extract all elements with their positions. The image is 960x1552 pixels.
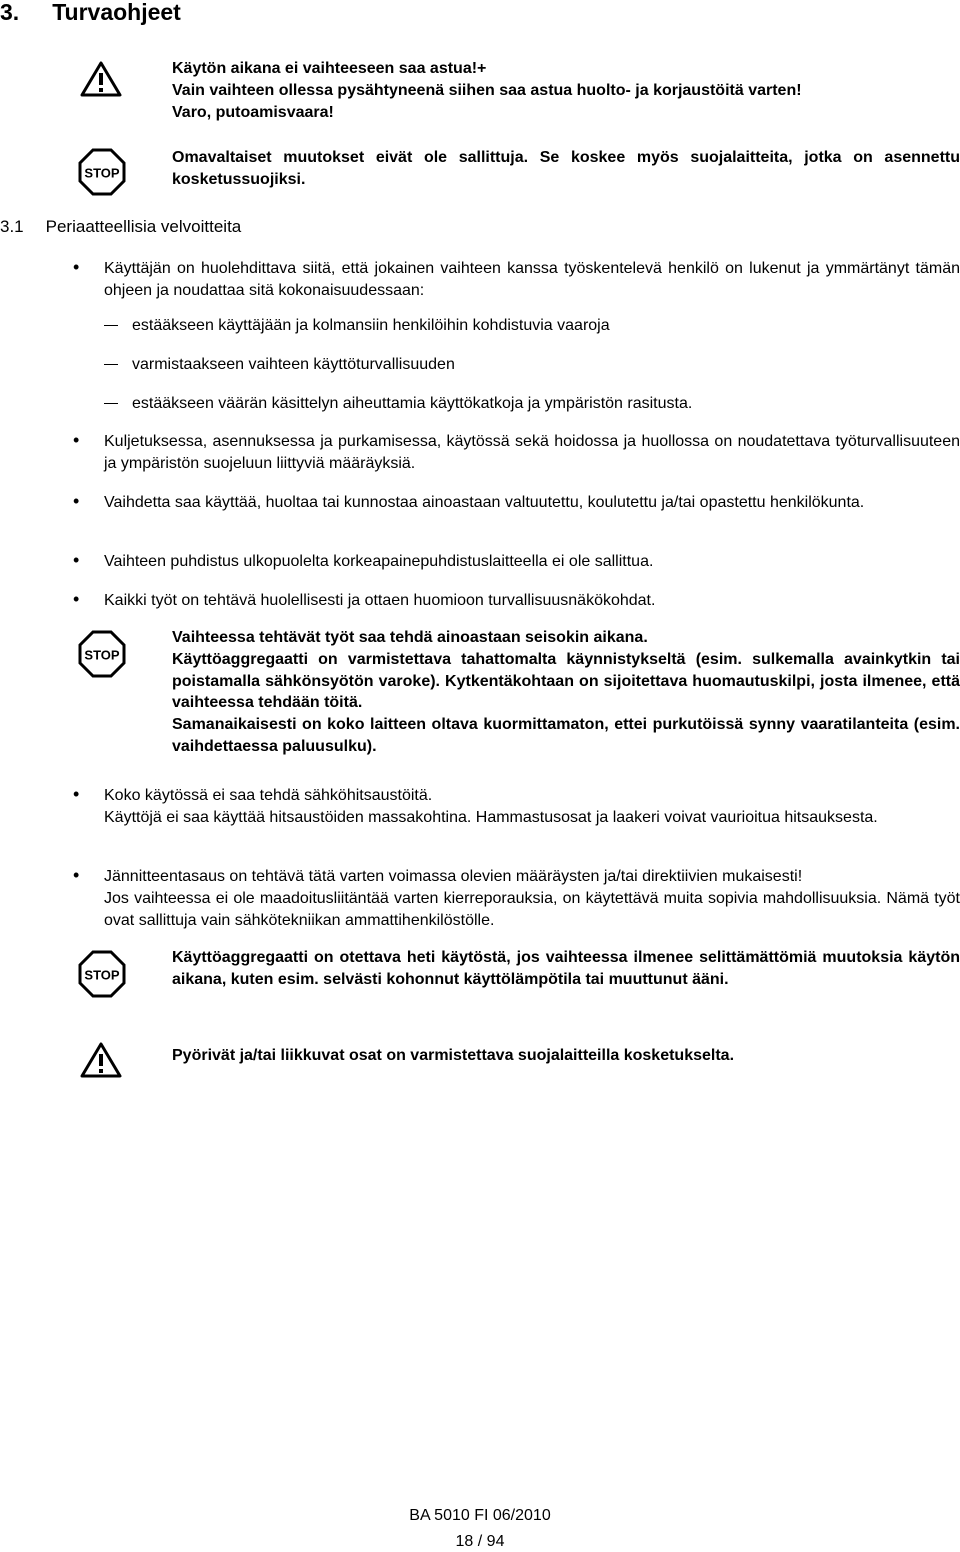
notice-line: Varo, putoamisvaara!	[172, 103, 334, 121]
document-id: BA 5010 FI 06/2010	[409, 1507, 551, 1524]
stop-notice-2-text: Vaihteessa tehtävät työt saa tehdä ainoastaan seisokin aikana. Käyttöaggregaatti on varmistettava tahattomalta käynnistykseltä (esim. sulkemalla avainkytkin tai poistamalla sähkönsyötön varoke). Kytkentäkohtaan on sijoitettava huomautuskilpi, josta ilmenee, että vaihteessa tehdään töitä. Samanaikaisesti on koko laitteen oltava kuormittamaton, ettei purkutöissä synny vaaratilanteita (esim. vaihdettaessa paluusulku).	[172, 629, 960, 755]
stop-icon	[78, 148, 126, 196]
section-number: 3.	[0, 0, 20, 25]
warning-triangle-icon	[79, 60, 123, 98]
warning-notice-2-text: Pyörivät ja/tai liikkuvat osat on varmistettava suojalaitteilla kosketukselta.	[172, 1047, 735, 1064]
notice-line: Käytön aikana ei vaihteeseen saa astua!+	[172, 60, 487, 77]
dash-icon	[104, 403, 118, 404]
bullet-icon: •	[73, 430, 80, 450]
page-number: 18 / 94	[455, 1533, 505, 1550]
subsection-title: Periaatteellisia velvoitteita	[45, 217, 242, 236]
warning-notice-1-text	[172, 58, 960, 123]
subsection-heading	[0, 216, 241, 238]
subsection-number: 3.1	[0, 217, 24, 236]
svg-text:STOP: STOP	[84, 165, 120, 181]
bullet-icon: •	[73, 550, 80, 570]
stop-notice-1-text: Omavaltaiset muutokset eivät ole sallittuja. Se koskee myös suojalaitteita, jotka on asennettu kosketussuojiksi.	[172, 149, 960, 188]
stop-icon	[78, 630, 126, 678]
dash-icon	[104, 364, 118, 365]
dash-icon	[104, 325, 118, 326]
warning-triangle-icon	[79, 1041, 123, 1079]
bullet-icon: •	[73, 257, 80, 277]
bullet-icon: •	[73, 865, 80, 885]
bullet-icon: •	[73, 784, 80, 804]
section-heading	[0, 0, 181, 26]
svg-text:STOP: STOP	[84, 647, 120, 663]
page: 3. Turvaohjeet Käytön aikana ei vaihteeseen saa astua!+ Vain vaihteen ollessa pysähtyneenä siihen saa astua huolto- ja korjaustöitä varten! Varo, putoamisvaara! STOP Omavaltaiset muutokset eivät ole sallittuja. Se koskee myös suojalaitteita, jotka on asennettu kosketussuojiksi. 3.1 Periaatteellisia velvoitteita • Käyttäjän on huolehdittava siitä, että jokainen vaihteen kanssa työskentelevä henkilö on lukenut ja ymmärtänyt tämän ohjeen ja noudattaa sitä kokonaisuudessaan: estääkseen käyttäjään ja kolmansiin henkilöihin kohdistuvia vaaroja varmistaakseen vaihteen käyttöturvallisuuden estääkseen väärän käsittelyn aiheuttamia käyttökatkoja ja ympäristön rasitusta. • Kuljetuksessa, asennuksessa ja purkamisessa, käytössä sekä hoidossa ja huollossa on noudatettava työturvallisuuteen ja ympäristön suojeluun liittyviä määräyksiä. • Vaihdetta saa käyttää, huoltaa tai kunnostaa ainoastaan valtuutettu, koulutettu ja/tai opastettu henkilökunta. • Vaihteen puhdistus ulkopuolelta korkeapainepuhdistuslaitteella ei ole sallittua. • Kaikki työt on tehtävä huolellisesti ja ottaen huomioon turvallisuusnäkökohdat. STOP Vaihteessa tehtävät työt saa tehdä ainoastaan seisokin aikana. Käyttöaggregaatti on varmistettava tahattomalta käynnistykseltä (esim. sulkemalla avainkytkin tai poistamalla sähkönsyötön varoke). Kytkentäkohtaan on sijoitettava huomautuskilpi, josta ilmenee, että vaihteessa tehdään töitä. Samanaikaisesti on koko laitteen oltava kuormittamaton, ettei purkutöissä synny vaaratilanteita (esim. vaihdettaessa paluusulku). • Koko käytössä ei saa tehdä sähköhitsaustöitä. Käyttöjä ei saa käyttää hitsaustöiden massakohtina. Hammastusosat ja laakeri voivat vaurioitua hitsauksesta. • Jännitteentasaus on tehtävä tätä varten voimassa olevien määräysten ja/tai direktiivien mukaisesti! Jos vaihteessa ei ole maadoitusliitäntää varten kierreporauksia, on käytettävä muita sopivia mahdollisuuksia. Nämä työt ovat sallittuja vain sähkötekniikan ammattihenkilöstölle. STOP Käyttöaggregaatti on otettava heti käytöstä, jos vaihteessa ilmenee selittämättömiä muutoksia käytön aikana, kuten esim. selvästi kohonnut käyttölämpötila tai muuttunut ääni. Pyörivät ja/tai liikkuvat osat on varmistettava suojalaitteilla kosketukselta. BA 5010 FI 06/2010 18 / 94	[0, 0, 960, 1550]
bullet-icon: •	[73, 589, 80, 609]
stop-notice-3-text: Käyttöaggregaatti on otettava heti käytöstä, jos vaihteessa ilmenee selittämättömiä muutoksia käytön aikana, kuten esim. selvästi kohonnut käyttölämpötila tai muuttunut ääni.	[172, 949, 960, 988]
stop-icon	[78, 950, 126, 998]
svg-text:STOP: STOP	[84, 967, 120, 983]
notice-line: Vain vaihteen ollessa pysähtyneenä siihen saa astua huolto- ja korjaustöitä varten!	[172, 81, 802, 99]
section-title: Turvaohjeet	[52, 0, 181, 25]
bullet-icon: •	[73, 491, 80, 511]
